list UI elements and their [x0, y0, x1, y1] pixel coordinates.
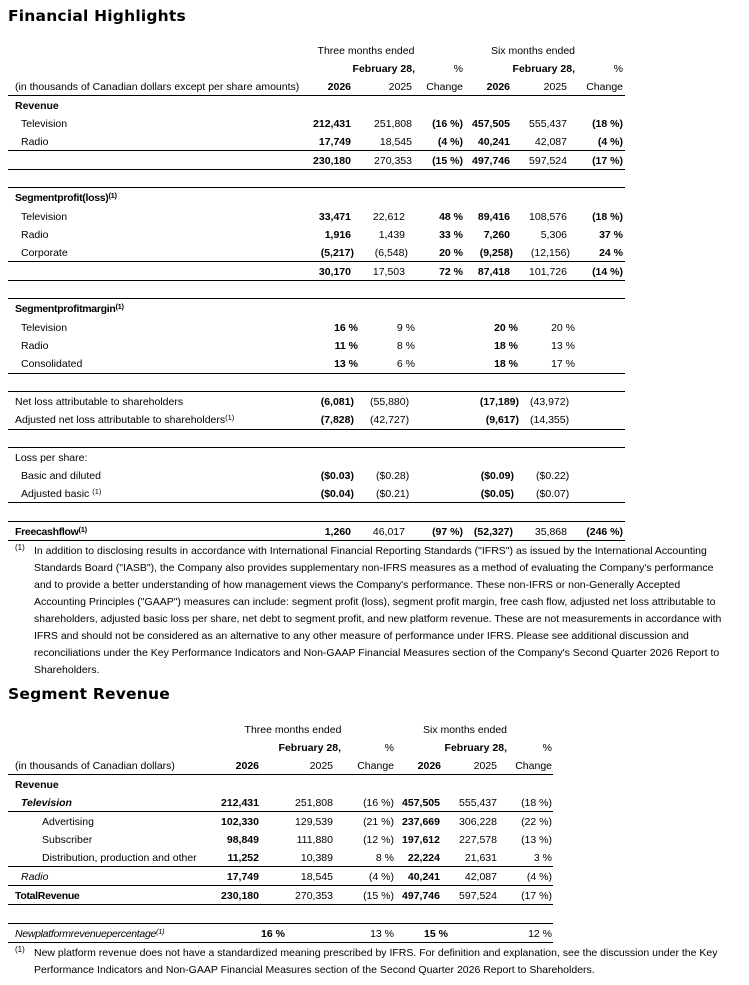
header-2026-q: 2026	[327, 81, 351, 93]
value-q-change: (16 %)	[432, 118, 463, 130]
value-s2026: 87,418	[477, 266, 510, 278]
value-q-change: (16 %)	[363, 797, 394, 809]
value-q2025: 18,545	[379, 136, 412, 148]
value-s2026: 89,416	[477, 211, 510, 223]
sr-footnote-text: New platform revenue does not have a standardized meaning prescribed by IFRS. For definition and explanation, see the discussion under the Key Performance Indicators and Non-GAAP Financial Measures section of the Second Quarter 2026 Report to Shareholders.	[34, 947, 718, 976]
footnote-text: In addition to disclosing results in accordance with International Financial Reporting Standards ("IFRS") as issued by the International Accounting Standards Board ("IASB"), the Company also provides supplementary non-IFRS measures as a method of evaluating the Company's performance and to provide a better understanding of how management views the Company's performance. These non-IFRS or non-Generally Accepted Accounting Principles ("GAAP") measures can include: segment profit (loss), segment profit margin, free cash flow, adjusted net loss attributable to shareholders, adjusted basic loss per share, net debt to segment profit, and new platform revenue. These are not measurements in accordance with IFRS and should not be considered as an alternative to any other measure of performance under IFRS. Please see additional discussion and reconciliations under the Key Performance Indicators and Non-GAAP Financial Measures section of the Company's Second Quarter 2026 Report to Shareholders.	[34, 545, 722, 676]
rule	[8, 942, 553, 943]
value-s-change: (4 %)	[526, 871, 552, 883]
value-s-change: 37 %	[599, 229, 623, 241]
value-q2026: (7,828)	[320, 414, 354, 426]
value-q2025: 10,389	[300, 852, 333, 864]
value-s2025: ($0.07)	[536, 488, 570, 500]
value-s-change: (4 %)	[597, 136, 623, 148]
value-q2026: 1,916	[324, 229, 351, 241]
value-q2025: 270,353	[374, 155, 412, 167]
value-q2025: (55,880)	[370, 396, 410, 408]
value-q2026: 33,471	[318, 211, 351, 223]
value-q-change: 33 %	[439, 229, 463, 241]
value-s2026: (17,189)	[479, 396, 519, 408]
header-change-s: Change	[586, 81, 623, 93]
value-s2026: (52,327)	[473, 526, 513, 538]
value-s2025: 21,631	[464, 852, 497, 864]
value-q2026: 17,749	[318, 136, 351, 148]
value-q2026: ($0.04)	[320, 488, 354, 500]
value-q2025: ($0.21)	[376, 488, 410, 500]
value-q2026: (6,081)	[320, 396, 354, 408]
sr-section-revenue: Revenue	[15, 779, 59, 791]
value-s2025: (14,355)	[530, 414, 570, 426]
value-q-change: 72 %	[439, 266, 463, 278]
value-s2025: 306,228	[459, 816, 497, 828]
value-q2026: 30,170	[318, 266, 351, 278]
footnote-marker: (1)	[15, 543, 25, 552]
value-s-change: (18 %)	[592, 118, 623, 130]
sr-header-2026-s: 2026	[417, 760, 441, 772]
value-s2025: 597,524	[529, 155, 567, 167]
row-label: Adjusted basic $^{(1)}$	[21, 487, 102, 500]
value-q-change: (12 %)	[363, 834, 394, 846]
value-s2026: 237,669	[402, 816, 440, 828]
row-label: Distribution, production and other	[42, 852, 197, 864]
value-s2025: 101,726	[529, 266, 567, 278]
value-q2025: 46,017	[372, 526, 405, 538]
value-s2025: ($0.22)	[536, 470, 570, 482]
section-revenue: Revenue	[15, 100, 59, 112]
sr-header-2025-q: 2025	[309, 760, 333, 772]
value-s2026: 40,241	[407, 871, 440, 883]
value-q2026: 1,260	[324, 526, 351, 538]
value-s-change: (22 %)	[521, 816, 552, 828]
value-s-change: (246 %)	[586, 526, 623, 538]
value-s2025: 20 %	[551, 322, 575, 334]
value-q2026: 230,180	[313, 155, 351, 167]
value-q2026: 16 %	[261, 928, 285, 940]
header-date-q: February 28,	[352, 63, 415, 75]
value-q2025: 251,808	[295, 797, 333, 809]
value-s2026: 18 %	[494, 358, 518, 370]
rule	[8, 502, 625, 503]
header-change-q: Change	[426, 81, 463, 93]
header-pct-s: %	[613, 63, 623, 75]
value-q2026: 212,431	[313, 118, 351, 130]
row-label: Basic and diluted	[21, 470, 101, 482]
value-s2026: 18 %	[494, 340, 518, 352]
rule	[8, 447, 625, 448]
rule	[8, 885, 553, 886]
rule	[8, 774, 553, 775]
sr-header-pct-s: %	[542, 742, 552, 754]
value-s2026: 15 %	[424, 928, 448, 940]
value-s2026: (9,617)	[485, 414, 519, 426]
sr-units-label: (in thousands of Canadian dollars)	[15, 760, 175, 772]
sr-header-change-s: Change	[515, 760, 552, 772]
value-s-change: (18 %)	[592, 211, 623, 223]
sr-footnote-marker: (1)	[15, 945, 25, 954]
row-label: Corporate	[21, 247, 68, 259]
value-s2025: (12,156)	[530, 247, 570, 259]
value-s2026: 22,224	[407, 852, 440, 864]
value-q-change: (97 %)	[432, 526, 463, 538]
value-q2026: 98,849	[226, 834, 259, 846]
rule	[8, 811, 553, 812]
value-q2025: 1,439	[378, 229, 405, 241]
value-s2025: 555,437	[459, 797, 497, 809]
value-q-change: (4 %)	[368, 871, 394, 883]
value-q2025: ($0.28)	[376, 470, 410, 482]
value-s2025: 35,868	[534, 526, 567, 538]
header-six-months: Six months ended	[490, 45, 576, 57]
value-q2026: 102,330	[221, 816, 259, 828]
value-q-change: (21 %)	[363, 816, 394, 828]
value-s-change: 12 %	[528, 928, 552, 940]
rule	[8, 923, 553, 924]
header-date-s: February 28,	[512, 63, 575, 75]
row-label: Adjusted net loss attributable to shareholders$^{(1)}$	[15, 413, 235, 426]
row-label-free-cash-flow: Freecashflow$^{(1)}$	[15, 525, 87, 538]
rule	[8, 521, 625, 522]
value-q2025: 6 %	[396, 358, 415, 370]
row-label: Television	[21, 322, 68, 334]
row-label: Radio	[21, 871, 49, 883]
value-q2025: 270,353	[295, 890, 333, 902]
row-label: Advertising	[42, 816, 94, 828]
value-s2026: (9,258)	[479, 247, 513, 259]
row-label: Television	[21, 118, 68, 130]
value-s2026: 457,505	[402, 797, 440, 809]
header-pct-q: %	[453, 63, 463, 75]
header-2025-q: 2025	[388, 81, 412, 93]
section-loss-per-share: Loss per share:	[15, 452, 88, 464]
value-s2026: 40,241	[477, 136, 510, 148]
financial-highlights-title: Financial Highlights	[8, 7, 186, 25]
sr-header-date-q: February 28,	[278, 742, 341, 754]
value-q2025: (6,548)	[374, 247, 408, 259]
value-s2026: 20 %	[494, 322, 518, 334]
sr-header-date-s: February 28,	[444, 742, 507, 754]
value-q2025: 22,612	[372, 211, 405, 223]
row-label: Net loss attributable to shareholders	[15, 396, 184, 408]
value-q2025: 251,808	[374, 118, 412, 130]
rule	[8, 298, 625, 299]
value-q2026: 16 %	[334, 322, 358, 334]
value-s2025: 17 %	[551, 358, 575, 370]
value-q2026: ($0.03)	[320, 470, 354, 482]
value-s2025: (43,972)	[530, 396, 570, 408]
value-q-change: 8 %	[375, 852, 394, 864]
value-s-change: (17 %)	[521, 890, 552, 902]
value-s2025: 42,087	[464, 871, 497, 883]
sr-header-three-months: Three months ended	[244, 724, 342, 736]
rule	[8, 904, 553, 905]
value-q2025: 8 %	[396, 340, 415, 352]
rule	[8, 429, 625, 430]
rule	[8, 150, 625, 151]
value-q-change: (15 %)	[363, 890, 394, 902]
rule	[8, 261, 625, 262]
value-s2025: 555,437	[529, 118, 567, 130]
value-q-change: 13 %	[370, 928, 394, 940]
value-s-change: (17 %)	[592, 155, 623, 167]
value-s2026: 497,746	[472, 155, 510, 167]
row-label: Newplatformrevenuepercentage$^{(1)}$	[15, 927, 165, 940]
value-q2025: 111,880	[296, 834, 333, 846]
value-q2025: 17,503	[372, 266, 405, 278]
value-s2026: ($0.09)	[480, 470, 514, 482]
segment-revenue-title: Segment Revenue	[8, 685, 170, 703]
value-s2026: 197,612	[402, 834, 440, 846]
value-s2026: ($0.05)	[480, 488, 514, 500]
sr-header-six-months: Six months ended	[422, 724, 508, 736]
header-three-months: Three months ended	[317, 45, 415, 57]
value-q2026: 13 %	[334, 358, 358, 370]
section-segment-profit: Segmentprofit(loss)$^{(1)}$	[15, 191, 117, 204]
sr-header-2025-s: 2025	[473, 760, 497, 772]
header-2026-s: 2026	[486, 81, 510, 93]
rule	[8, 280, 625, 281]
sr-header-change-q: Change	[357, 760, 394, 772]
value-s2025: 597,524	[459, 890, 497, 902]
row-label: Radio	[21, 340, 49, 352]
rule	[8, 866, 553, 867]
row-label: TotalRevenue	[15, 890, 80, 902]
value-q2026: 230,180	[221, 890, 259, 902]
value-q2025: (42,727)	[370, 414, 410, 426]
row-label: Television	[21, 211, 68, 223]
header-2025-s: 2025	[543, 81, 567, 93]
value-s2025: 42,087	[534, 136, 567, 148]
rule	[8, 95, 625, 96]
row-label: Radio	[21, 229, 49, 241]
sr-header-pct-q: %	[384, 742, 394, 754]
value-s-change: (14 %)	[592, 266, 623, 278]
value-q2025: 129,539	[295, 816, 333, 828]
value-q2026: 17,749	[226, 871, 259, 883]
value-s-change: (13 %)	[521, 834, 552, 846]
value-q2026: 212,431	[221, 797, 259, 809]
rule	[8, 187, 625, 188]
value-q2025: 18,545	[300, 871, 333, 883]
value-q-change: 48 %	[439, 211, 463, 223]
sr-header-2026-q: 2026	[235, 760, 259, 772]
units-label: (in thousands of Canadian dollars except per share amounts)	[15, 81, 300, 93]
value-s2025: 227,578	[459, 834, 497, 846]
rule	[8, 540, 625, 541]
value-q-change: (4 %)	[437, 136, 463, 148]
value-q2026: 11,252	[227, 852, 259, 864]
value-s2026: 7,260	[483, 229, 510, 241]
value-s2025: 13 %	[551, 340, 575, 352]
value-s2025: 108,576	[529, 211, 567, 223]
value-s2026: 457,505	[472, 118, 510, 130]
rule	[8, 391, 625, 392]
value-q2026: (5,217)	[320, 247, 354, 259]
row-label: Television	[21, 797, 72, 809]
value-q2026: 11 %	[334, 340, 358, 352]
value-s-change: 3 %	[533, 852, 552, 864]
value-s-change: 24 %	[599, 247, 623, 259]
row-label: Subscriber	[42, 834, 93, 846]
section-segment-margin: Segmentprofitmargin$^{(1)}$	[15, 302, 124, 315]
value-s2025: 5,306	[540, 229, 567, 241]
rule	[8, 169, 625, 170]
value-q2025: 9 %	[396, 322, 415, 334]
row-label: Radio	[21, 136, 49, 148]
value-q-change: (15 %)	[432, 155, 463, 167]
rule	[8, 373, 625, 374]
row-label: Consolidated	[21, 358, 83, 370]
value-q-change: 20 %	[439, 247, 463, 259]
value-s2026: 497,746	[402, 890, 440, 902]
value-s-change: (18 %)	[521, 797, 552, 809]
